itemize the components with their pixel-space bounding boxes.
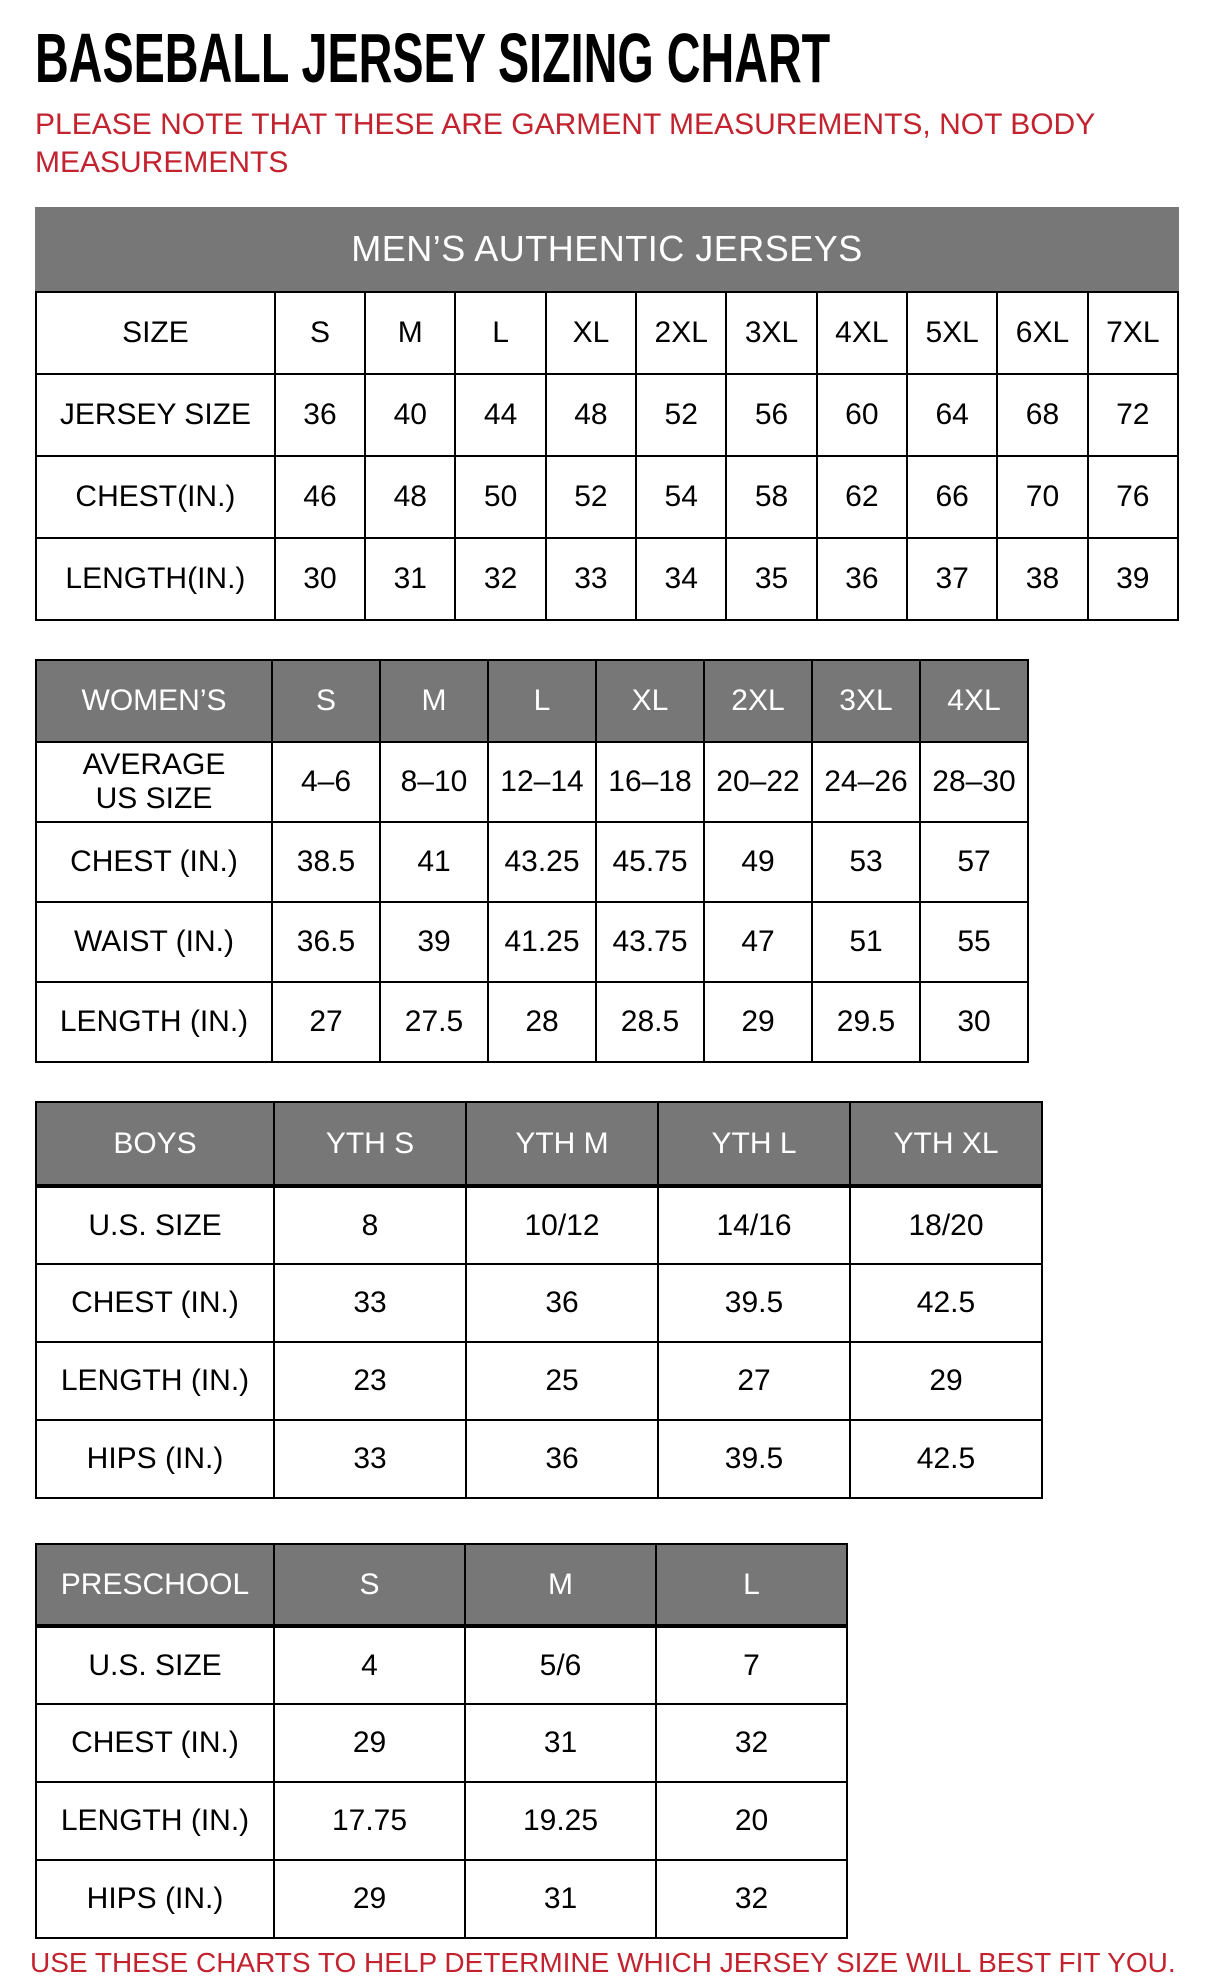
data-cell: 46 — [275, 456, 365, 538]
column-header-cell: WOMEN’S — [36, 660, 272, 742]
data-cell: 16–18 — [596, 742, 704, 822]
data-cell: 53 — [812, 822, 920, 902]
data-cell: 29.5 — [812, 982, 920, 1062]
data-cell: 29 — [274, 1704, 465, 1782]
column-header-cell: 3XL — [812, 660, 920, 742]
row-label-cell: CHEST (IN.) — [36, 1704, 274, 1782]
boys-size-table — [35, 1101, 1043, 1499]
womens-table-section — [35, 659, 1220, 1063]
data-cell: 68 — [997, 374, 1087, 456]
table-row — [36, 1860, 847, 1938]
data-cell: 39.5 — [658, 1420, 850, 1498]
row-label-cell: LENGTH (IN.) — [36, 982, 272, 1062]
column-header-cell: L — [656, 1544, 847, 1626]
data-cell: 33 — [274, 1420, 466, 1498]
mens-table-section — [35, 207, 1220, 621]
table-row — [36, 456, 1178, 538]
data-cell: 39 — [380, 902, 488, 982]
data-cell: 58 — [726, 456, 816, 538]
data-cell: 20 — [656, 1782, 847, 1860]
data-cell: 33 — [274, 1264, 466, 1342]
data-cell: 43.25 — [488, 822, 596, 902]
data-cell: 14/16 — [658, 1186, 850, 1264]
data-cell: 48 — [546, 374, 636, 456]
data-cell: 57 — [920, 822, 1028, 902]
data-cell: 35 — [726, 538, 816, 620]
table-row — [36, 1626, 847, 1704]
row-label-cell — [36, 742, 272, 822]
data-cell: 30 — [920, 982, 1028, 1062]
data-cell: 40 — [365, 374, 455, 456]
data-cell: 30 — [275, 538, 365, 620]
column-header-cell: 2XL — [636, 292, 726, 374]
column-header-cell: M — [465, 1544, 656, 1626]
row-label-cell: CHEST(IN.) — [36, 456, 275, 538]
table-row — [36, 822, 1028, 902]
data-cell: 52 — [636, 374, 726, 456]
row-label-cell: JERSEY SIZE — [36, 374, 275, 456]
table-row — [36, 1782, 847, 1860]
data-cell: 7 — [656, 1626, 847, 1704]
table-row — [36, 1704, 847, 1782]
column-header-cell: 3XL — [726, 292, 816, 374]
data-cell: 76 — [1088, 456, 1178, 538]
column-header-cell: YTH M — [466, 1102, 658, 1186]
data-cell: 70 — [997, 456, 1087, 538]
column-header-cell: L — [455, 292, 545, 374]
data-cell: 47 — [704, 902, 812, 982]
column-header-cell: 6XL — [997, 292, 1087, 374]
data-cell: 44 — [455, 374, 545, 456]
data-cell: 37 — [907, 538, 997, 620]
page-title-text: BASEBALL JERSEY SIZING CHART — [35, 19, 831, 97]
row-label-line: US SIZE — [95, 782, 213, 815]
column-header-cell: S — [274, 1544, 465, 1626]
data-cell: 8 — [274, 1186, 466, 1264]
data-cell: 36 — [275, 374, 365, 456]
data-cell: 66 — [907, 456, 997, 538]
preschool-size-table — [35, 1543, 848, 1939]
preschool-table-section — [35, 1543, 1220, 1939]
table-row — [36, 1420, 1042, 1498]
womens-size-table — [35, 659, 1029, 1063]
data-cell: 38.5 — [272, 822, 380, 902]
data-cell: 34 — [636, 538, 726, 620]
data-cell: 31 — [365, 538, 455, 620]
data-cell: 42.5 — [850, 1420, 1042, 1498]
data-cell: 27 — [272, 982, 380, 1062]
table-row — [36, 902, 1028, 982]
column-header-cell: S — [275, 292, 365, 374]
data-cell: 4 — [274, 1626, 465, 1704]
data-cell: 19.25 — [465, 1782, 656, 1860]
row-label-cell: U.S. SIZE — [36, 1626, 274, 1704]
row-label-cell: HIPS (IN.) — [36, 1420, 274, 1498]
data-cell: 60 — [817, 374, 907, 456]
data-cell: 17.75 — [274, 1782, 465, 1860]
data-cell: 29 — [274, 1860, 465, 1938]
data-cell: 29 — [704, 982, 812, 1062]
data-cell: 38 — [997, 538, 1087, 620]
data-cell: 55 — [920, 902, 1028, 982]
footer-text: USE THESE CHARTS TO HELP DETERMINE WHICH JERSEY SIZE WILL BEST FIT YOU. — [30, 1947, 1176, 1978]
column-header-cell: L — [488, 660, 596, 742]
column-header-cell: YTH XL — [850, 1102, 1042, 1186]
data-cell: 4–6 — [272, 742, 380, 822]
table-row — [36, 1264, 1042, 1342]
data-cell: 27 — [658, 1342, 850, 1420]
data-cell: 36 — [466, 1264, 658, 1342]
row-label-cell: LENGTH (IN.) — [36, 1342, 274, 1420]
data-cell: 51 — [812, 902, 920, 982]
column-header-cell: 4XL — [817, 292, 907, 374]
data-cell: 45.75 — [596, 822, 704, 902]
table-row — [36, 742, 1028, 822]
data-cell: 56 — [726, 374, 816, 456]
data-cell: 39.5 — [658, 1264, 850, 1342]
mens-size-table — [35, 291, 1179, 621]
data-cell: 33 — [546, 538, 636, 620]
column-header-cell: XL — [546, 292, 636, 374]
column-header-cell: XL — [596, 660, 704, 742]
table-row — [36, 538, 1178, 620]
mens-table-banner: MEN’S AUTHENTIC JERSEYS — [35, 207, 1179, 291]
data-cell: 39 — [1088, 538, 1178, 620]
data-cell: 41 — [380, 822, 488, 902]
column-header-cell: PRESCHOOL — [36, 1544, 274, 1626]
column-header-cell: 2XL — [704, 660, 812, 742]
data-cell: 25 — [466, 1342, 658, 1420]
data-cell: 28.5 — [596, 982, 704, 1062]
data-cell: 32 — [656, 1704, 847, 1782]
data-cell: 32 — [455, 538, 545, 620]
column-header-cell: M — [365, 292, 455, 374]
column-header-cell: BOYS — [36, 1102, 274, 1186]
mens-header-row — [36, 292, 1178, 374]
data-cell: 18/20 — [850, 1186, 1042, 1264]
data-cell: 36.5 — [272, 902, 380, 982]
data-cell: 48 — [365, 456, 455, 538]
row-label-cell: U.S. SIZE — [36, 1186, 274, 1264]
preschool-header-row — [36, 1544, 847, 1626]
data-cell: 28 — [488, 982, 596, 1062]
column-header-cell: 4XL — [920, 660, 1028, 742]
data-cell: 28–30 — [920, 742, 1028, 822]
row-label-cell: CHEST (IN.) — [36, 1264, 274, 1342]
table-row — [36, 1186, 1042, 1264]
boys-table-section — [35, 1101, 1220, 1499]
data-cell: 54 — [636, 456, 726, 538]
data-cell: 50 — [455, 456, 545, 538]
row-label-cell: LENGTH (IN.) — [36, 1782, 274, 1860]
data-cell: 8–10 — [380, 742, 488, 822]
data-cell: 29 — [850, 1342, 1042, 1420]
data-cell: 36 — [817, 538, 907, 620]
column-header-cell: S — [272, 660, 380, 742]
column-header-cell: SIZE — [36, 292, 275, 374]
data-cell: 32 — [656, 1860, 847, 1938]
data-cell: 5/6 — [465, 1626, 656, 1704]
data-cell: 64 — [907, 374, 997, 456]
data-cell: 36 — [466, 1420, 658, 1498]
data-cell: 31 — [465, 1704, 656, 1782]
data-cell: 49 — [704, 822, 812, 902]
data-cell: 52 — [546, 456, 636, 538]
womens-header-row — [36, 660, 1028, 742]
column-header-cell: 7XL — [1088, 292, 1178, 374]
row-label-line: AVERAGE — [82, 747, 226, 781]
row-label-cell: WAIST (IN.) — [36, 902, 272, 982]
data-cell: 62 — [817, 456, 907, 538]
data-cell: 31 — [465, 1860, 656, 1938]
data-cell: 41.25 — [488, 902, 596, 982]
column-header-cell: YTH L — [658, 1102, 850, 1186]
boys-header-row — [36, 1102, 1042, 1186]
data-cell: 72 — [1088, 374, 1178, 456]
data-cell: 42.5 — [850, 1264, 1042, 1342]
column-header-cell: YTH S — [274, 1102, 466, 1186]
row-label-cell: LENGTH(IN.) — [36, 538, 275, 620]
data-cell: 27.5 — [380, 982, 488, 1062]
data-cell: 43.75 — [596, 902, 704, 982]
data-cell: 24–26 — [812, 742, 920, 822]
column-header-cell: 5XL — [907, 292, 997, 374]
garment-note-text: PLEASE NOTE THAT THESE ARE GARMENT MEASUREMENTS, NOT BODY MEASUREMENTS — [35, 108, 1095, 179]
table-row — [36, 1342, 1042, 1420]
data-cell: 12–14 — [488, 742, 596, 822]
page-title — [35, 19, 1220, 97]
data-cell: 23 — [274, 1342, 466, 1420]
table-row — [36, 982, 1028, 1062]
column-header-cell: M — [380, 660, 488, 742]
row-label-cell: CHEST (IN.) — [36, 822, 272, 902]
table-row — [36, 374, 1178, 456]
row-label-cell: HIPS (IN.) — [36, 1860, 274, 1938]
data-cell: 10/12 — [466, 1186, 658, 1264]
data-cell: 20–22 — [704, 742, 812, 822]
